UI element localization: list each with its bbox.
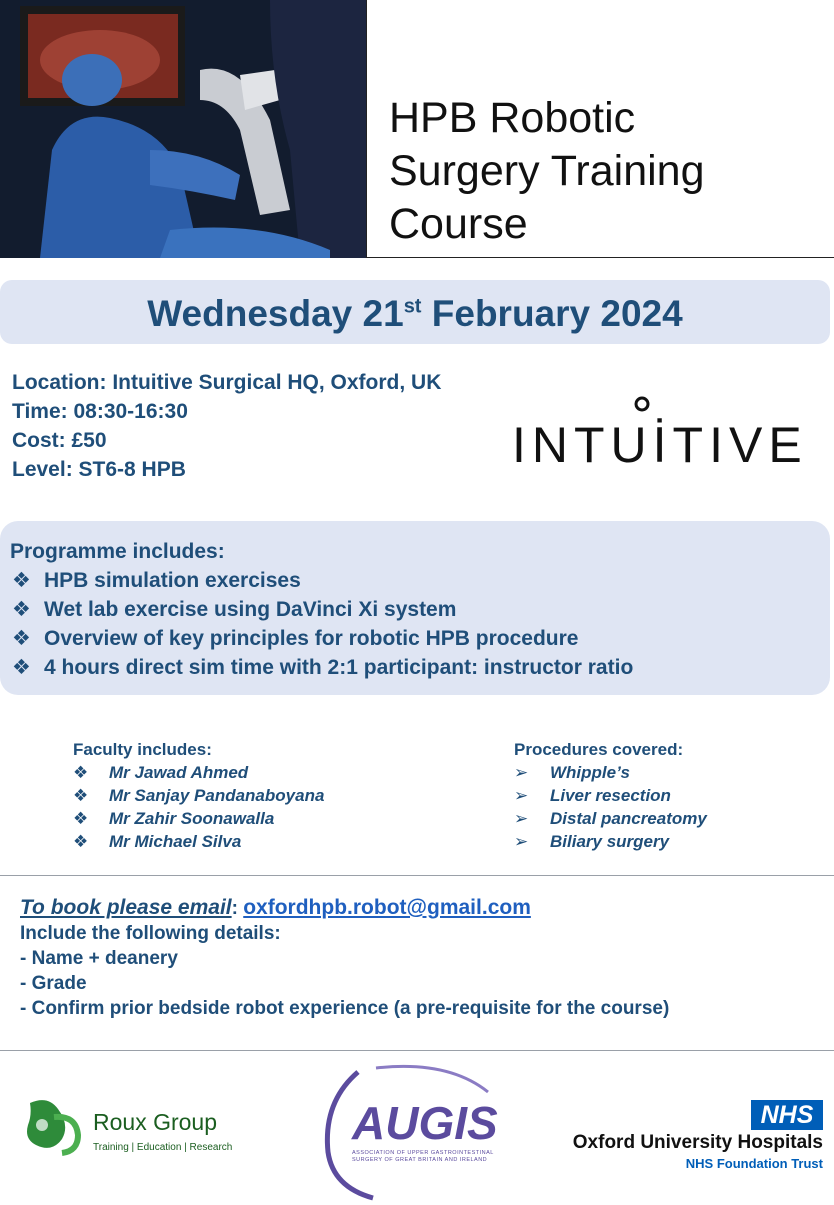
faculty-name: Mr Zahir Soonawalla xyxy=(109,809,275,828)
course-title-line-2: Surgery Training xyxy=(389,147,705,195)
faculty-item xyxy=(73,784,324,807)
programme-item xyxy=(10,566,633,595)
procedure-name: Distal pancreatomy xyxy=(550,809,707,828)
course-details xyxy=(12,368,441,484)
diamond-bullet-icon: ❖ xyxy=(73,809,89,828)
faculty-item xyxy=(73,830,324,853)
diamond-bullet-icon: ❖ xyxy=(12,569,31,592)
procedures-list xyxy=(514,738,707,853)
roux-stomach-icon xyxy=(18,1095,88,1157)
course-title xyxy=(389,92,705,251)
nhs-trust-subtitle: NHS Foundation Trust xyxy=(685,1156,823,1171)
booking-intro: Include the following details: xyxy=(20,923,281,944)
faculty-item xyxy=(73,761,324,784)
diamond-bullet-icon: ❖ xyxy=(73,786,89,805)
procedure-item xyxy=(514,807,707,830)
date-band xyxy=(0,280,830,344)
procedure-name: Biliary surgery xyxy=(550,832,670,851)
intuitive-logo xyxy=(512,394,808,474)
booking-item: - Name + deanery xyxy=(20,948,178,969)
intuitive-logo-text: INTUİTIVE xyxy=(512,417,808,473)
programme-item-text: Wet lab exercise using DaVinci Xi system xyxy=(44,598,457,621)
procedure-item xyxy=(514,761,707,784)
course-title-line-1: HPB Robotic xyxy=(389,94,636,142)
divider xyxy=(0,1050,834,1051)
roux-group-logo xyxy=(18,1095,248,1165)
cost-text: Cost: £50 xyxy=(12,429,107,452)
augis-logo xyxy=(318,1062,518,1200)
diamond-bullet-icon: ❖ xyxy=(73,763,89,782)
divider xyxy=(0,875,834,876)
date-ordinal: st xyxy=(403,295,422,318)
procedures-heading: Procedures covered: xyxy=(514,740,684,759)
programme-item xyxy=(10,653,633,682)
roux-group-name: Roux Group xyxy=(93,1109,218,1135)
augis-name: AUGIS xyxy=(352,1097,498,1149)
procedure-name: Liver resection xyxy=(550,786,671,805)
booking-item: - Grade xyxy=(20,973,87,994)
programme-box xyxy=(0,521,830,695)
booking-cta: To book please email xyxy=(20,896,232,919)
arrow-bullet-icon: ➢ xyxy=(514,832,529,851)
nhs-badge: NHS xyxy=(751,1100,823,1130)
programme-item xyxy=(10,595,633,624)
faculty-name: Mr Michael Silva xyxy=(109,832,242,851)
arrow-bullet-icon: ➢ xyxy=(514,786,529,805)
booking-item: - Confirm prior bedside robot experience (a pre-requisite for the course) xyxy=(20,998,670,1019)
roux-group-tagline: Training | Education | Research xyxy=(93,1142,233,1153)
booking-colon: : xyxy=(231,898,244,919)
booking-line xyxy=(20,895,669,921)
date-prefix: Wednesday 21 xyxy=(147,293,404,334)
course-title-line-3: Course xyxy=(389,200,528,248)
programme-item-text: 4 hours direct sim time with 2:1 participant: instructor ratio xyxy=(44,656,634,679)
surgery-photo-illustration xyxy=(0,0,366,258)
procedure-item xyxy=(514,830,707,853)
nhs-logo xyxy=(555,1100,827,1172)
diamond-bullet-icon: ❖ xyxy=(12,656,31,679)
booking-section xyxy=(20,895,669,1021)
procedure-name: Whipple’s xyxy=(550,763,630,782)
diamond-bullet-icon: ❖ xyxy=(12,598,31,621)
programme-list xyxy=(10,537,633,682)
programme-item-text: Overview of key principles for robotic HPB procedure xyxy=(44,627,579,650)
header-photo xyxy=(0,0,366,258)
diamond-bullet-icon: ❖ xyxy=(12,627,31,650)
faculty-heading: Faculty includes: xyxy=(73,740,212,759)
augis-subtitle: ASSOCIATION OF UPPER GASTROINTESTINAL SURGERY OF GREAT BRITAIN AND IRELAND xyxy=(352,1150,494,1163)
programme-item xyxy=(10,624,633,653)
procedure-item xyxy=(514,784,707,807)
level-text: Level: ST6-8 HPB xyxy=(12,458,186,481)
booking-email-link[interactable]: oxfordhpb.robot@gmail.com xyxy=(243,896,531,919)
title-box xyxy=(366,0,834,258)
faculty-name: Mr Jawad Ahmed xyxy=(109,763,249,782)
arrow-bullet-icon: ➢ xyxy=(514,763,529,782)
faculty-name: Mr Sanjay Pandanaboyana xyxy=(109,786,325,805)
arrow-bullet-icon: ➢ xyxy=(514,809,529,828)
intuitive-logo-mark xyxy=(512,394,808,474)
programme-item-text: HPB simulation exercises xyxy=(44,569,301,592)
course-date xyxy=(0,293,830,335)
faculty-item xyxy=(73,807,324,830)
faculty-list xyxy=(73,738,324,853)
time-text: Time: 08:30-16:30 xyxy=(12,400,188,423)
date-rest: February 2024 xyxy=(421,293,683,334)
nhs-trust-name: Oxford University Hospitals xyxy=(572,1132,823,1153)
location-text: Location: Intuitive Surgical HQ, Oxford, UK xyxy=(12,371,442,394)
diamond-bullet-icon: ❖ xyxy=(73,832,89,851)
programme-heading: Programme includes: xyxy=(10,540,225,563)
